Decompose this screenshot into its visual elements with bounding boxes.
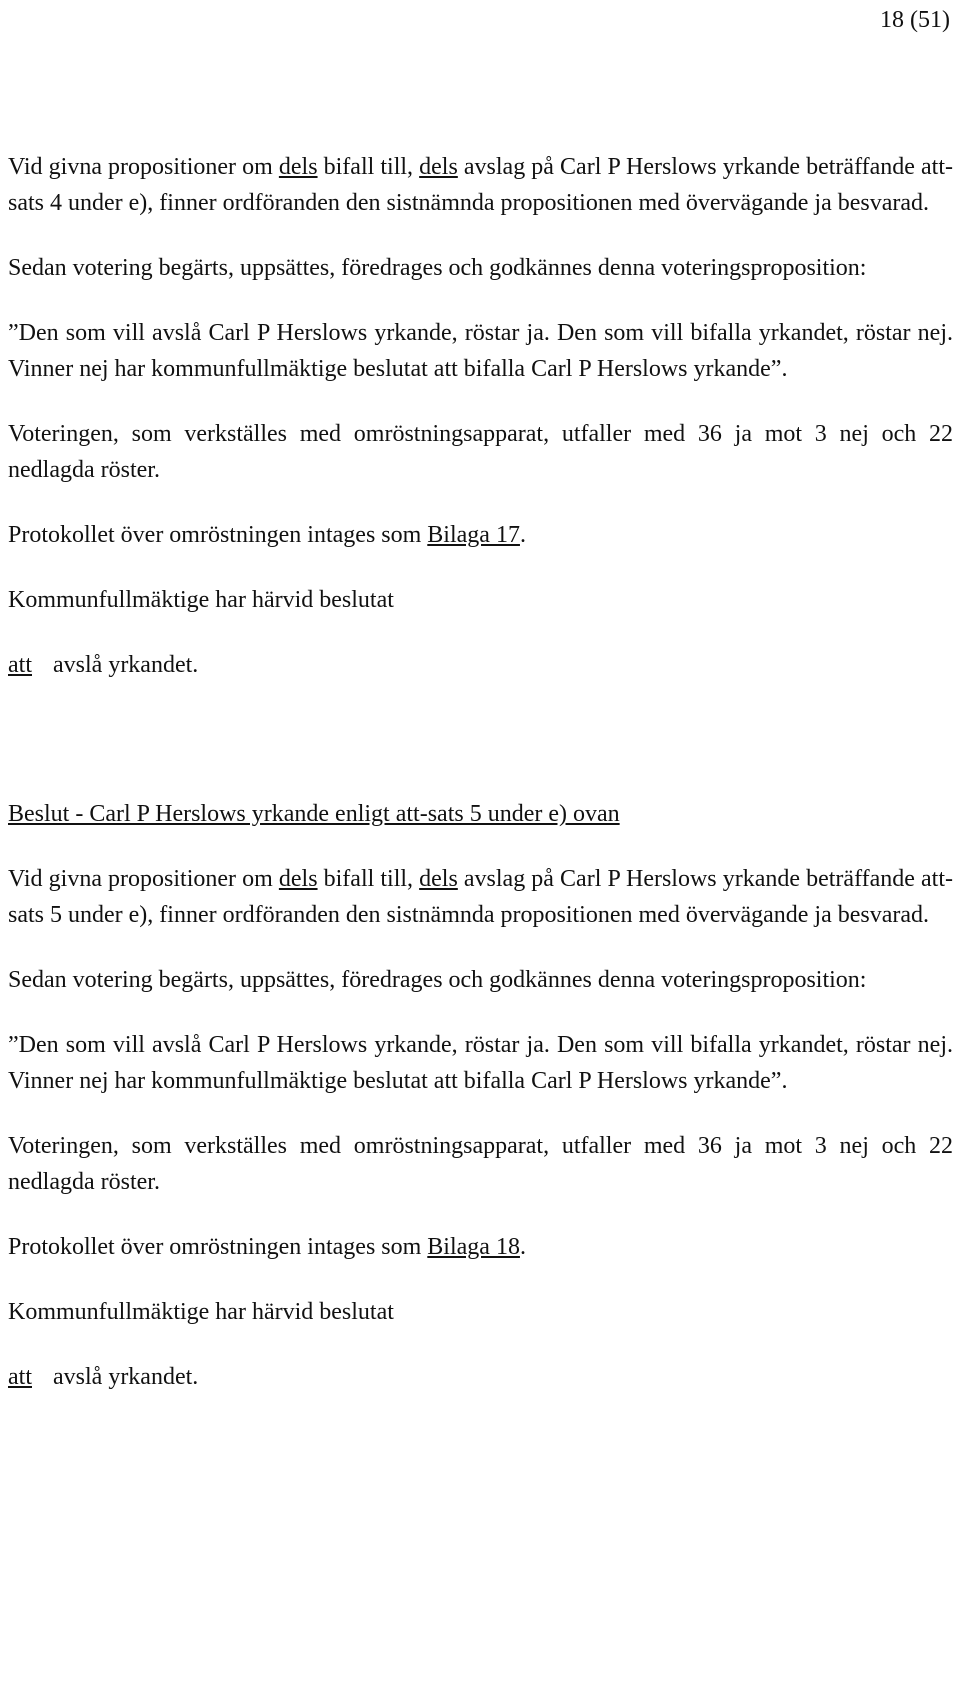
vote-text: Vid givna propositioner om [8,154,279,180]
proposition-quote: ”Den som vill avslå Carl P Herslows yrkande, röstar ja. Den som vill bifalla yrkandet, röstar nej. Vinner nej har kommunfullmäktige beslutat att bifalla Carl P Herslows yrkande”. [8,1032,953,1094]
dels-underlined: dels [419,154,458,180]
att-label: att [8,652,32,678]
page-number: 18 (51) [880,7,950,33]
decision-intro: Kommunfullmäktige har härvid beslutat [8,1299,394,1325]
document-body [8,149,953,1424]
vote-text: Vid givna propositioner om [8,866,279,892]
vote-paragraph [8,861,953,933]
vote-text: bifall till, [317,154,420,180]
protocol-text: Protokollet över omröstningen intages som [8,522,428,548]
protocol-reference [8,1229,953,1265]
bilaga-link[interactable]: Bilaga 17 [427,522,520,548]
decision-text: avslå yrkandet. [53,1364,199,1390]
bilaga-link[interactable]: Bilaga 18 [427,1234,520,1260]
protocol-text: . [519,522,526,548]
vote-paragraph [8,149,953,221]
section-heading: Beslut - Carl P Herslows yrkande enligt att-sats 5 under e) ovan [8,801,620,827]
vote-result: Voteringen, som verkställes med omröstningsapparat, utfaller med 36 ja mot 3 nej och 22 nedlagda röster. [8,1133,953,1195]
section-spacer [8,712,953,796]
proposition-quote: ”Den som vill avslå Carl P Herslows yrkande, röstar ja. Den som vill bifalla yrkandet, röstar nej. Vinner nej har kommunfullmäktige beslutat att bifalla Carl P Herslows yrkande”. [8,320,953,382]
decision-intro: Kommunfullmäktige har härvid beslutat [8,587,394,613]
dels-underlined: dels [278,866,318,892]
dels-underlined: dels [419,866,458,892]
vote-text: avslag på Carl P Herslows yrkande beträffande att-sats 5 under e), finner ordföranden den sistnämnda propositionen med övervägande ja besvarad. [8,866,954,928]
decision-line [8,647,953,683]
vote-text: bifall till, [317,866,420,892]
protocol-text: Protokollet över omröstningen intages som [8,1234,428,1260]
protocol-text: . [519,1234,526,1260]
vote-text: avslag på Carl P Herslows yrkande beträffande att-sats 4 under e), finner ordföranden den sistnämnda propositionen med övervägande ja besvarad. [8,154,954,216]
dels-underlined: dels [278,154,318,180]
decision-text: avslå yrkandet. [53,652,199,678]
votering-paragraph: Sedan votering begärts, uppsättes, föredrages och godkännes denna voteringsproposition: [8,967,867,993]
decision-line [8,1359,953,1395]
vote-result: Voteringen, som verkställes med omröstningsapparat, utfaller med 36 ja mot 3 nej och 22 nedlagda röster. [8,421,953,483]
protocol-reference [8,517,953,553]
votering-paragraph: Sedan votering begärts, uppsättes, föredrages och godkännes denna voteringsproposition: [8,255,867,281]
att-label: att [8,1364,32,1390]
